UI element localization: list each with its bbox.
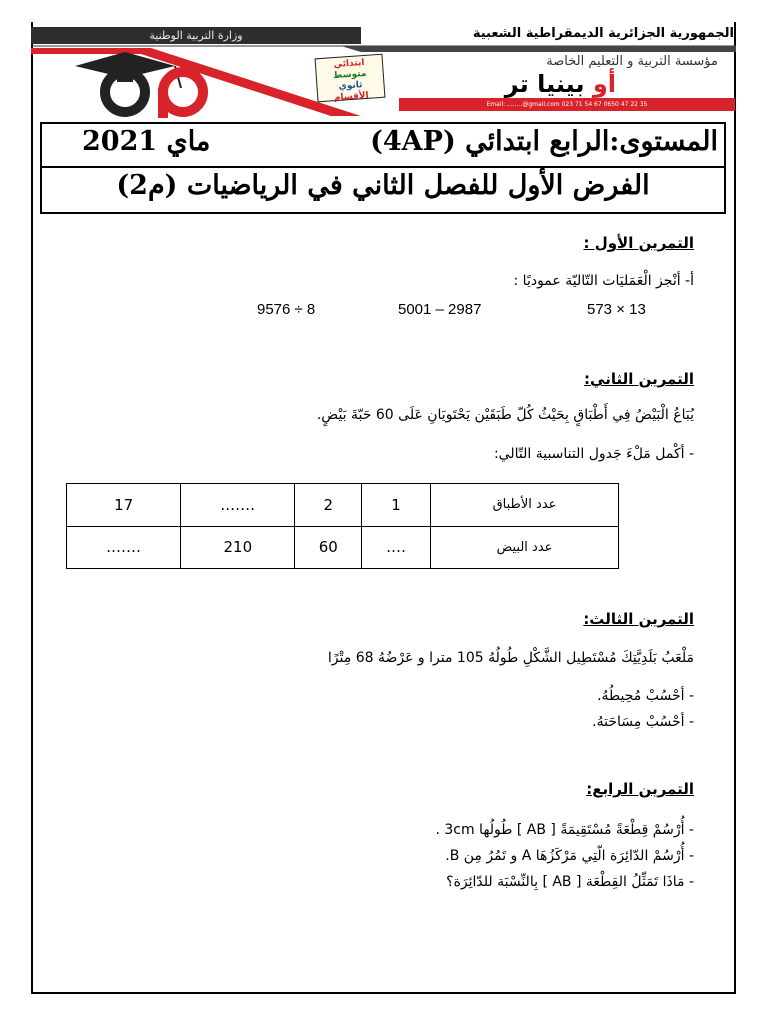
ministry-banner: وزارة التربية الوطنية	[31, 27, 361, 44]
republic-banner: الجمهورية الجزائرية الديمقراطية الشعبية	[472, 26, 734, 41]
row-label-plates: عدد الأطباق	[431, 484, 619, 527]
exercise2-instruction: - أكْمل مَلْءَ جَدول التناسبية التّالي:	[493, 446, 694, 462]
table-cell: …….	[181, 484, 295, 527]
brand-part2: بينيا تر	[504, 70, 585, 98]
brand-part1: أو	[592, 70, 616, 98]
exercise4-heading: التمرين الرابع:	[586, 780, 694, 798]
table-row	[67, 526, 619, 569]
exercise3-text: مَلْعَبُ بَلَدِيَّتِكَ مُسْتَطِيل الشَّكْلِ طُولُهُ 105 مترا و عَرْضُهُ 68 مِتْرًا	[327, 650, 694, 666]
title-row-level	[42, 124, 724, 168]
levels-stamp: ابتدائي متوسط ثانوي الأقسام	[315, 54, 386, 103]
exercise3-heading: التمرين الثالث:	[583, 610, 694, 628]
school-brand	[505, 70, 616, 98]
table-cell: 60	[295, 526, 362, 569]
table-cell: 210	[181, 526, 295, 569]
exercise2-text: يُبَاعُ الْبَيْضُ فِي أَطْبَاقٍ بِحَيْثُ كُلّ طَبَقَيْن يَحْتَويَانِ عَلَى 60 حَبّةَ بَيْضٍ.	[316, 407, 694, 423]
exercise3-item-area: - أحْسُبْ مِسَاحَتهُ.	[592, 714, 694, 730]
exam-title: الفرض الأول للفصل الثاني في الرياضيات (م2)	[116, 170, 650, 201]
exercise3-item-perimeter: - أحْسُبْ مُحِيطُهُ.	[597, 688, 694, 704]
exam-date: ماي 2021	[82, 126, 211, 157]
exercise1-heading: التمرين الأول :	[583, 234, 694, 252]
exercise2-heading: التمرين الثاني:	[584, 370, 694, 388]
table-cell: ….	[362, 526, 431, 569]
table-row	[67, 484, 619, 527]
exercise1-instruction: أ- أنْجز الْعَمَليَات التّاليّة عموديًا :	[513, 273, 694, 289]
table-cell: 1	[362, 484, 431, 527]
proportionality-table	[66, 483, 619, 569]
table-cell: …….	[67, 526, 181, 569]
school-name: مؤسسة التربية و التعليم الخاصة	[546, 54, 718, 69]
contact-info: Email: ........@gmail.com 023 71 54 67 0650 47 22 35	[399, 98, 735, 111]
exercise4-item-circle: - أُرْسُمْ الدّائِرَة الّتِي مَرْكَزُهَا A و تَمُرُ مِن B.	[445, 848, 694, 864]
table-cell: 2	[295, 484, 362, 527]
row-label-eggs: عدد البيض	[431, 526, 619, 569]
school-logo	[55, 48, 255, 118]
operation-subtract: 5001 – 2987	[398, 301, 482, 318]
level-label: المستوى:الرابع ابتدائي (4AP)	[370, 126, 718, 157]
operation-multiply: 573 × 13	[587, 301, 646, 318]
exercise4-item-question: - مَاذَا تَمَثِّلُ القِطْعَة [ AB ] بِالنِّسْبَة للدّائِرَة؟	[446, 874, 694, 890]
operation-divide: 9576 ÷ 8	[257, 301, 316, 318]
school-header	[31, 44, 736, 116]
exam-title-box	[40, 122, 726, 214]
table-cell: 17	[67, 484, 181, 527]
exercise4-item-segment: - أُرْسُمْ قِطْعَةً مُسْتَقِيمَةً [ AB ] طُولُها 3cm .	[435, 822, 694, 838]
